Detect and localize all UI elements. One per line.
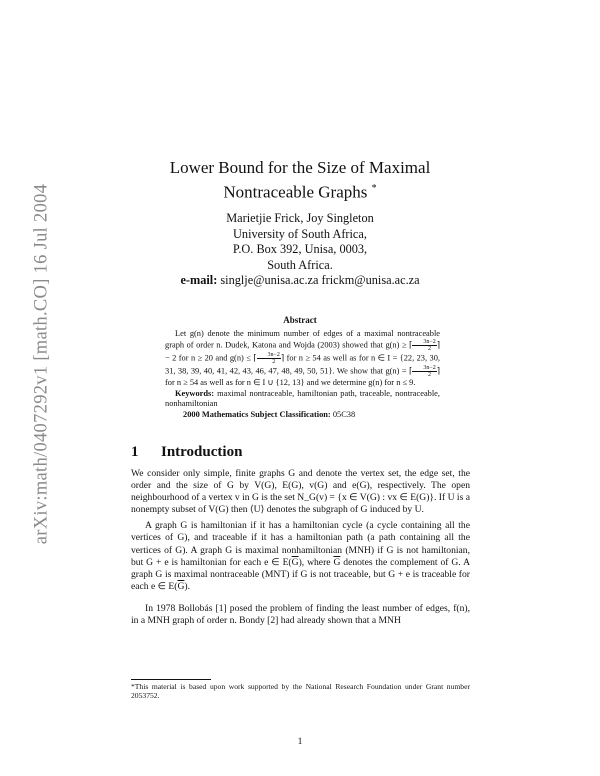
paper-title [130, 157, 470, 203]
page-number: 1 [297, 736, 303, 747]
fraction [257, 352, 281, 365]
body-paragraph-1: We consider only simple, finite graphs G and denote the vertex set, the edge set, the order and the size of G by V(G), E(G), v(G) and e(G), respectively. The open neighbourhood of a vertex v in G is the set N_G(v) = {x ∈ V(G) : vx ∈ E(G)}. If U is a nonempty subset of V(G) then ⟨U⟩ denotes the subgraph of G induced by U. [131, 468, 470, 516]
body-paragraph-2 [131, 520, 470, 593]
abstract-text-4: ⌉ for n ≥ 54 as well as for n ∈ I ∪ {12, 13} and we determine g(n) for n ≤ 9. [165, 366, 440, 388]
keywords-text: maximal nontraceable, hamiltonian path, traceable, nontraceable, nonhamiltonian [165, 388, 440, 409]
abstract-heading: Abstract [283, 315, 317, 325]
fraction-denominator: 2 [428, 346, 432, 353]
abstract-text-3: ⌉ for n ≥ 54 as well as for n ∈ I = {22, 23, 30, 31, 38, 39, 40, 41, 42, 43, 46, 47, 48, 49, 50, 51}. We show that g(n) = ⌈ [165, 353, 440, 376]
fraction [412, 365, 436, 378]
fraction-denominator: 2 [428, 372, 432, 379]
msc-classification [165, 410, 440, 420]
title-line-2 [130, 178, 470, 203]
abstract-text-1: Let g(n) denote the minimum number of edges of a maximal nontraceable graph of order n. Dudek, Katona and Wojda (2003) showed that g(n) ≥ ⌈ [165, 329, 440, 350]
abstract [165, 329, 440, 420]
email-label: e-mail: [180, 273, 218, 287]
author-block [130, 211, 470, 289]
title-line-1: Lower Bound for the Size of Maximal [169, 158, 431, 177]
body-paragraph-3: In 1978 Bollobás [1] posed the problem of finding the least number of edges, f(n), in a MNH graph of order n. Bondy [2] had already shown that a MNH [131, 602, 470, 627]
affiliation-1: University of South Africa, [233, 226, 367, 241]
msc-code: 05C38 [332, 409, 356, 419]
fraction-numerator: 3n−2 [412, 365, 436, 372]
complement-symbol: $\overline{G}$ [291, 556, 299, 568]
footnote: *This material is based upon work supported by the National Research Foundation under Grant number 2053752. [131, 682, 470, 701]
msc-label: 2000 Mathematics Subject Classification: [183, 409, 331, 419]
complement-symbol: $\overline{G}$ [177, 580, 185, 592]
fraction-numerator: 3n−2 [412, 339, 436, 346]
fraction [412, 339, 436, 352]
abstract-text-2: ⌉ − 2 for n ≥ 20 and g(n) ≤ ⌈ [165, 340, 440, 363]
title-footnote-mark: * [371, 183, 377, 194]
complement-symbol: $\overline{G}$ [333, 556, 341, 568]
arxiv-stamp [22, 164, 62, 564]
body-text-2c: denotes the complement of G. A graph G is maximal nontraceable (MNT) if G is not traceable, but G + e is traceable for each e ∈ E( [131, 556, 471, 592]
section-heading [131, 444, 242, 461]
body-text [131, 468, 470, 631]
affiliation-2: P.O. Box 392, Unisa, 0003, [232, 242, 368, 256]
keywords-label: Keywords: [175, 388, 215, 398]
affiliation-3: South Africa. [267, 257, 333, 272]
body-text-2d: ). [184, 580, 190, 592]
email-line [130, 273, 470, 289]
author-names: Marietjie Frick, Joy Singleton [226, 211, 374, 225]
footnote-rule [131, 679, 211, 680]
keywords [165, 389, 440, 410]
section-title: Introduction [161, 444, 243, 460]
title-line-2-text: Nontraceable Graphs [223, 182, 368, 202]
arxiv-stamp-text: arXiv:math/0407292v1 [math.CO] 16 Jul 2004 [31, 183, 52, 545]
email-addresses[interactable]: singljе@unisa.ac.za frickm@unisa.ac.za [220, 273, 420, 287]
fraction-numerator: 3n−2 [257, 352, 281, 359]
abstract-paragraph [165, 329, 440, 389]
body-text-2b: ), where [298, 556, 334, 568]
section-number: 1 [131, 444, 139, 460]
body-text-2a: A graph G is hamiltonian if it has a hamiltonian cycle (a cycle containing all the vertices of G), and traceable if it has a hamiltonian path (a path containing all the vertices of G). A graph G is maximal nonhamiltonian (MNH) if G is not hamiltonian, but G + e is hamiltonian for each e ∈ E( [131, 520, 470, 568]
fraction-denominator: 2 [272, 359, 276, 366]
